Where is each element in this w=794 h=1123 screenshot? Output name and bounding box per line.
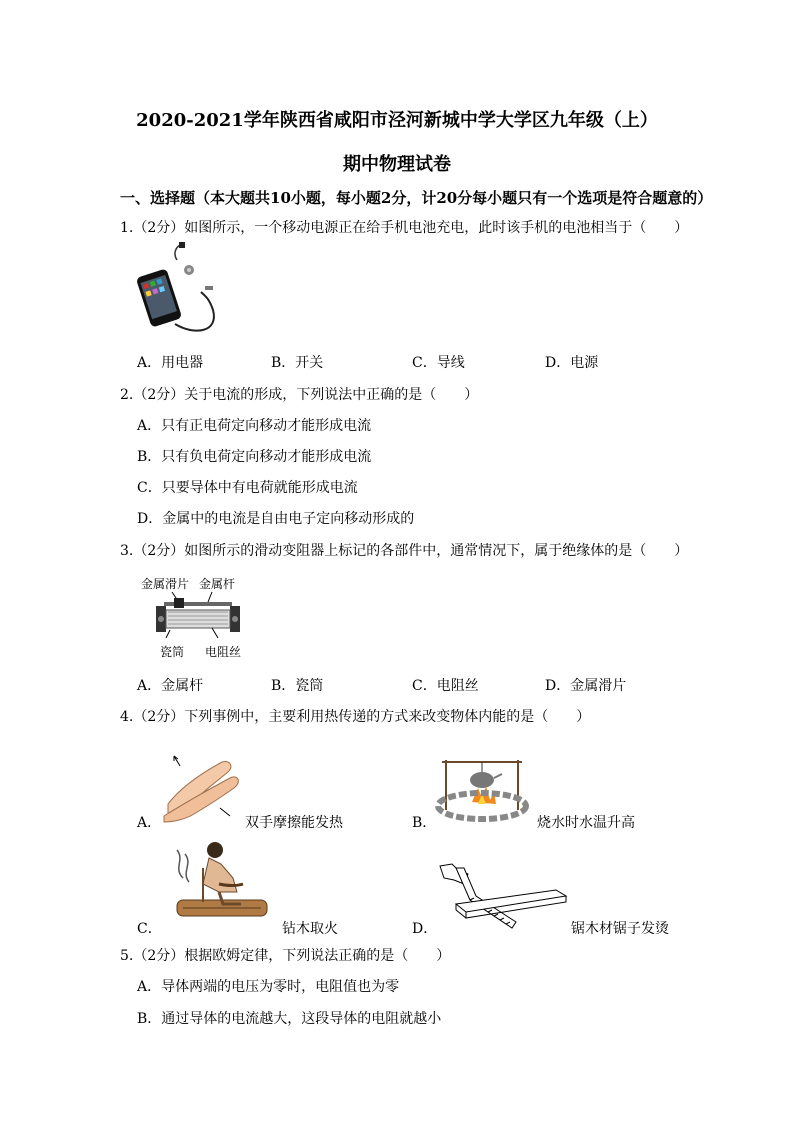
label-porcelain-tube: 瓷筒 xyxy=(160,645,185,659)
question-5-stem: 5.（2分）根据欧姆定律，下列说法正确的是（ ） xyxy=(120,948,451,964)
q5-option-b[interactable]: B．通过导体的电流越大，这段导体的电阻就越小 xyxy=(137,1011,442,1027)
rubbing-hands-figure xyxy=(160,752,245,824)
question-1-stem: 1.（2分）如图所示，一个移动电源正在给手机电池充电，此时该手机的电池相当于（ ） xyxy=(120,220,689,236)
label-metal-rod: 金属杆 xyxy=(199,577,236,591)
q3-option-a[interactable]: A．金属杆 xyxy=(137,678,204,694)
paper-title-line2: 期中物理试卷 xyxy=(343,154,451,175)
question-4-stem: 4.（2分）下列事例中，主要利用热传递的方式来改变物体内能的是（ ） xyxy=(120,709,591,725)
q1-option-d[interactable]: D．电源 xyxy=(545,355,599,371)
q4-option-b-caption: 烧水时水温升高 xyxy=(537,815,635,831)
q1-option-a[interactable]: A．用电器 xyxy=(137,355,204,371)
q2-option-d[interactable]: D．金属中的电流是自由电子定向移动形成的 xyxy=(137,511,415,527)
label-resistance-wire: 电阻丝 xyxy=(205,645,242,659)
q1-option-c[interactable]: C．导线 xyxy=(412,355,465,371)
q4-option-c-caption: 钻木取火 xyxy=(282,921,338,937)
sawing-wood-figure xyxy=(436,860,572,932)
q2-option-b[interactable]: B．只有负电荷定向移动才能形成电流 xyxy=(137,449,372,465)
paper-title-line1: 2020-2021学年陕西省咸阳市泾河新城中学大学区九年级（上） xyxy=(136,110,658,131)
section-heading: 一、选择题（本大题共10小题，每小题2分，计20分每小题只有一个选项是符合题意的） xyxy=(120,189,713,207)
q2-option-c[interactable]: C．只要导体中有电荷就能形成电流 xyxy=(137,480,358,496)
q4-option-a-letter[interactable]: A． xyxy=(137,815,162,831)
q5-option-a[interactable]: A．导体两端的电压为零时，电阻值也为零 xyxy=(137,979,400,995)
q4-option-b-letter[interactable]: B． xyxy=(412,815,437,831)
q3-option-b[interactable]: B．瓷筒 xyxy=(271,678,324,694)
q3-option-c[interactable]: C．电阻丝 xyxy=(412,678,479,694)
q1-option-b[interactable]: B．开关 xyxy=(271,355,324,371)
boiling-water-campfire-figure xyxy=(432,752,532,824)
sliding-rheostat-figure xyxy=(150,590,245,640)
question-3-stem: 3.（2分）如图所示的滑动变阻器上标记的各部件中，通常情况下，属于绝缘体的是（ ） xyxy=(120,543,689,559)
q4-option-d-letter[interactable]: D． xyxy=(412,921,438,937)
label-metal-slider: 金属滑片 xyxy=(141,577,190,591)
q4-option-d-caption: 锯木材锯子发烫 xyxy=(571,921,669,937)
drilling-wood-fire-figure xyxy=(163,838,275,928)
power-bank-charging-figure xyxy=(135,240,220,340)
q4-option-c-letter[interactable]: C． xyxy=(137,921,162,937)
question-2-stem: 2.（2分）关于电流的形成，下列说法中正确的是（ ） xyxy=(120,387,479,403)
q2-option-a[interactable]: A．只有正电荷定向移动才能形成电流 xyxy=(137,418,372,434)
q4-option-a-caption: 双手摩擦能发热 xyxy=(245,815,343,831)
q3-option-d[interactable]: D．金属滑片 xyxy=(545,678,627,694)
